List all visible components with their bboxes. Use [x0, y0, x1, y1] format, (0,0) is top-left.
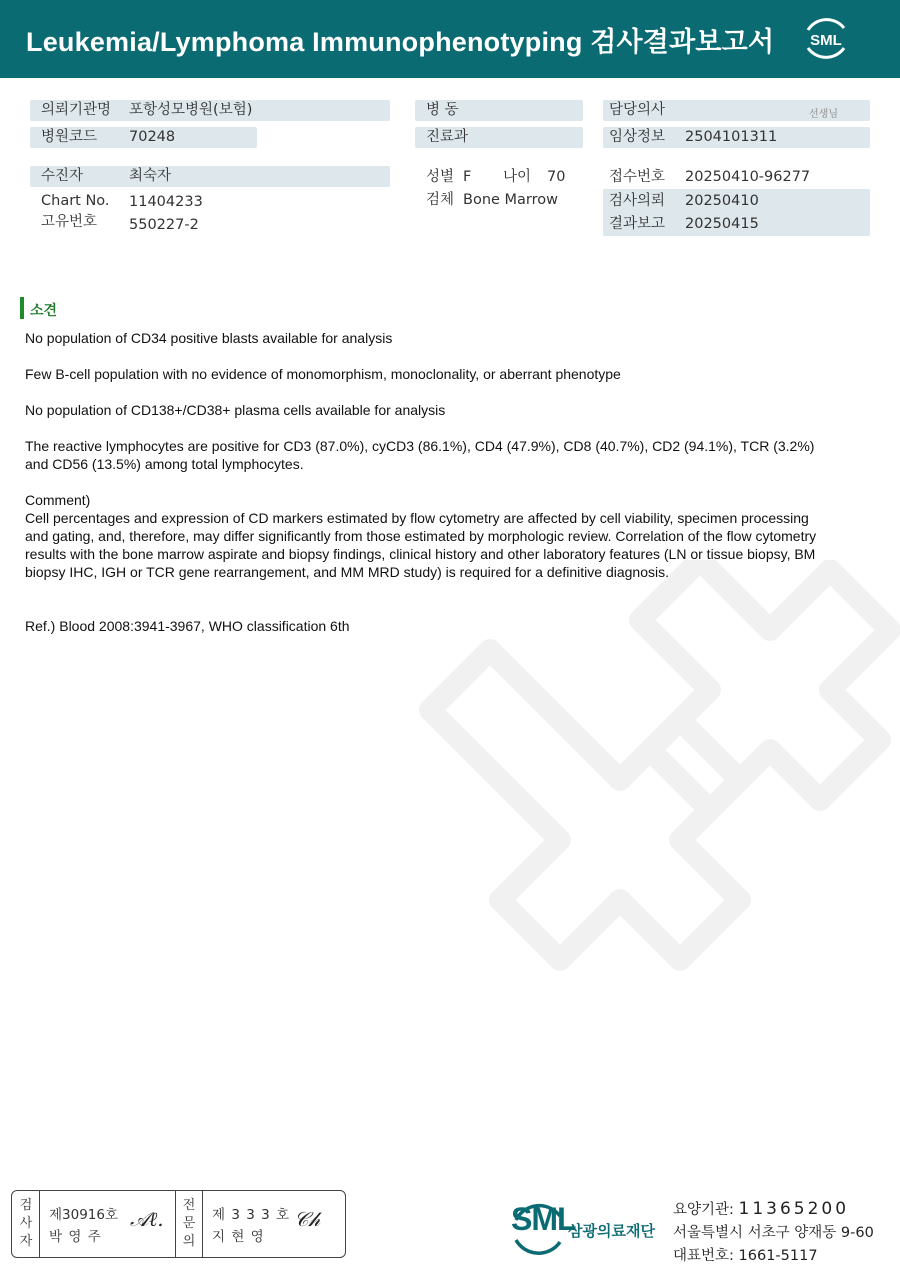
comment-title: Comment) — [25, 492, 91, 508]
care-institution: 요양기관: 11365200 — [673, 1199, 850, 1219]
specialist-label-1: 전 — [182, 1198, 196, 1213]
organization-name: 삼광의료재단 — [568, 1222, 655, 1240]
sml-logo-icon — [800, 12, 852, 64]
tester-label-2: 사 — [19, 1216, 33, 1231]
ward-label: 병 동 — [426, 102, 459, 118]
unique-label: 고유번호 — [41, 214, 98, 230]
findings-title: 소견 — [30, 303, 58, 319]
clinical-label: 임상정보 — [609, 129, 666, 145]
institution-label: 의뢰기관명 — [41, 102, 112, 118]
signature-box — [11, 1190, 346, 1258]
specialist-license-no: 제 3 3 3 호 — [212, 1207, 291, 1223]
recipient-row-bg — [30, 166, 390, 187]
hospital-code-value: 70248 — [129, 129, 176, 145]
request-label: 검사의뢰 — [609, 193, 666, 209]
chart-label: Chart No. — [41, 193, 110, 209]
report-value: 20250415 — [685, 216, 759, 232]
clinical-value: 2504101311 — [685, 129, 778, 145]
request-value: 20250410 — [685, 193, 759, 209]
receipt-value: 20250410-96277 — [685, 169, 811, 185]
specimen-label: 검체 — [426, 192, 455, 208]
tester-license-no: 제30916호 — [49, 1207, 119, 1223]
reference: Ref.) Blood 2008:3941-3967, WHO classification 6th — [25, 618, 350, 634]
specialist-signature: 𝒞𝒽 — [294, 1207, 321, 1231]
report-title: Leukemia/Lymphoma Immunophenotyping 검사결과보고서 — [26, 27, 775, 57]
report-header — [0, 0, 900, 78]
phone: 대표번호: 1661-5117 — [673, 1248, 818, 1264]
report-label: 결과보고 — [609, 216, 666, 232]
sex-label: 성별 — [426, 169, 455, 185]
doctor-label: 담당의사 — [609, 102, 666, 118]
chart-value: 11404233 — [129, 194, 203, 210]
specialist-label-2: 문 — [182, 1216, 196, 1231]
finding-blasts: No population of CD34 positive blasts available for analysis — [25, 330, 393, 346]
unique-value: 550227-2 — [129, 217, 199, 233]
dept-label: 진료과 — [426, 129, 469, 145]
institution-value: 포항성모병원(보험) — [129, 102, 253, 118]
tester-signature: 𝒜ℓ. — [130, 1207, 164, 1231]
address: 서울특별시 서초구 양재동 9-60 — [673, 1225, 874, 1241]
recipient-value: 최숙자 — [129, 168, 172, 184]
sex-value: F — [463, 169, 472, 185]
age-value: 70 — [547, 169, 566, 185]
tester-label-1: 검 — [19, 1198, 33, 1213]
recipient-label: 수진자 — [41, 168, 84, 184]
age-label: 나이 — [503, 169, 532, 185]
finding-lymphocytes: The reactive lymphocytes are positive for CD3 (87.0%), cyCD3 (86.1%), CD4 (47.9%), CD8 (40.7%), CD2 (94.1%), TCR (3.2%) and CD56 (13.5%) among total lymphocytes. — [25, 438, 815, 472]
specialist-label-3: 의 — [182, 1234, 196, 1249]
footer-logo-text: SML — [511, 1201, 576, 1237]
svg-text:SML: SML — [810, 32, 842, 49]
doctor-suffix: 선생님 — [809, 109, 838, 120]
finding-bcell: Few B-cell population with no evidence of monomorphism, monoclonality, or aberrant phenotype — [25, 366, 621, 382]
hospital-code-label: 병원코드 — [41, 129, 98, 145]
receipt-label: 접수번호 — [609, 169, 666, 185]
specimen-value: Bone Marrow — [463, 192, 559, 208]
specialist-name: 지 현 영 — [212, 1229, 265, 1245]
section-marker — [20, 297, 24, 319]
tester-name: 박 영 주 — [49, 1229, 102, 1245]
tester-label-3: 자 — [19, 1234, 33, 1249]
comment-body: Cell percentages and expression of CD markers estimated by flow cytometry are affected by cell viability, specimen processing and gating, and, therefore, may differ significantly from those estimated by morphologic review. Correlation of the flow cytometry results with the bone marrow aspirate and biopsy findings, clinical history and other laboratory features (LN or tissue biopsy, BM biopsy IHC, IGH or TCR gene rearrangement, and MM MRD study) is required for a definitive diagnosis. — [25, 510, 817, 580]
finding-plasma: No population of CD138+/CD38+ plasma cells available for analysis — [25, 402, 446, 418]
